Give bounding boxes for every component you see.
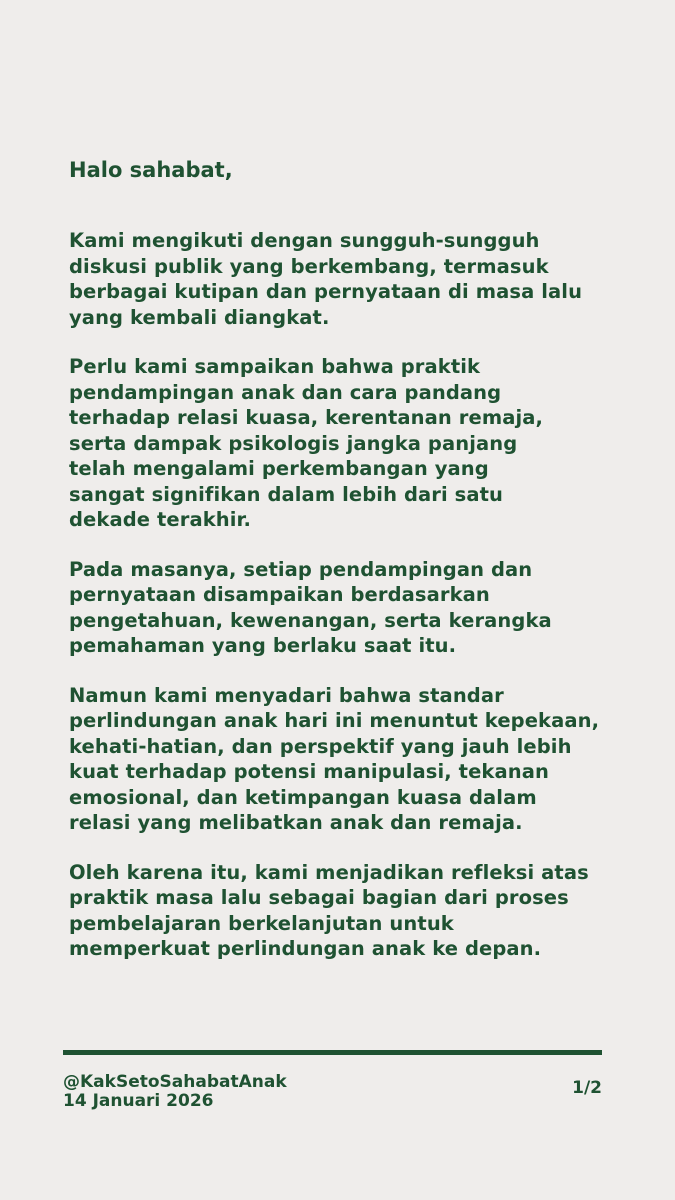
footer-divider: [63, 1050, 602, 1055]
account-handle: @KakSetoSahabatAnak: [63, 1072, 287, 1092]
paragraph-2: Perlu kami sampaikan bahwa praktik pendampingan anak dan cara pandang terhadap relasi kuasa, kerentanan remaja, serta dampak psikologis jangka panjang telah mengalami perkembangan yang sangat signifikan dalam lebih dari satu dekade terakhir.: [69, 355, 544, 531]
footer-signature: [63, 1073, 287, 1111]
paragraph-3: Pada masanya, setiap pendampingan dan pernyataan disampaikan berdasarkan pengetahuan, kewenangan, serta kerangka pemahaman yang berlaku saat itu.: [69, 557, 552, 657]
greeting-heading: Halo sahabat,: [69, 158, 233, 182]
paragraph-5: Oleh karena itu, kami menjadikan refleksi atas praktik masa lalu sebagai bagian dari proses pembelajaran berkelanjutan untuk memperkuat perlindungan anak ke depan.: [69, 860, 589, 960]
post-date: 14 Januari 2026: [63, 1091, 214, 1111]
page-indicator: 1/2: [572, 1078, 602, 1098]
paragraph-1: Kami mengikuti dengan sungguh-sungguh diskusi publik yang berkembang, termasuk berbagai kutipan dan pernyataan di masa lalu yang kembali diangkat.: [69, 229, 583, 329]
paragraph-4: Namun kami menyadari bahwa standar perlindungan anak hari ini menuntut kepekaan, kehati-hatian, dan perspektif yang jauh lebih kuat terhadap potensi manipulasi, tekanan emosional, dan ketimpangan kuasa dalam relasi yang melibatkan anak dan remaja.: [69, 683, 600, 834]
statement-body: [69, 228, 649, 986]
